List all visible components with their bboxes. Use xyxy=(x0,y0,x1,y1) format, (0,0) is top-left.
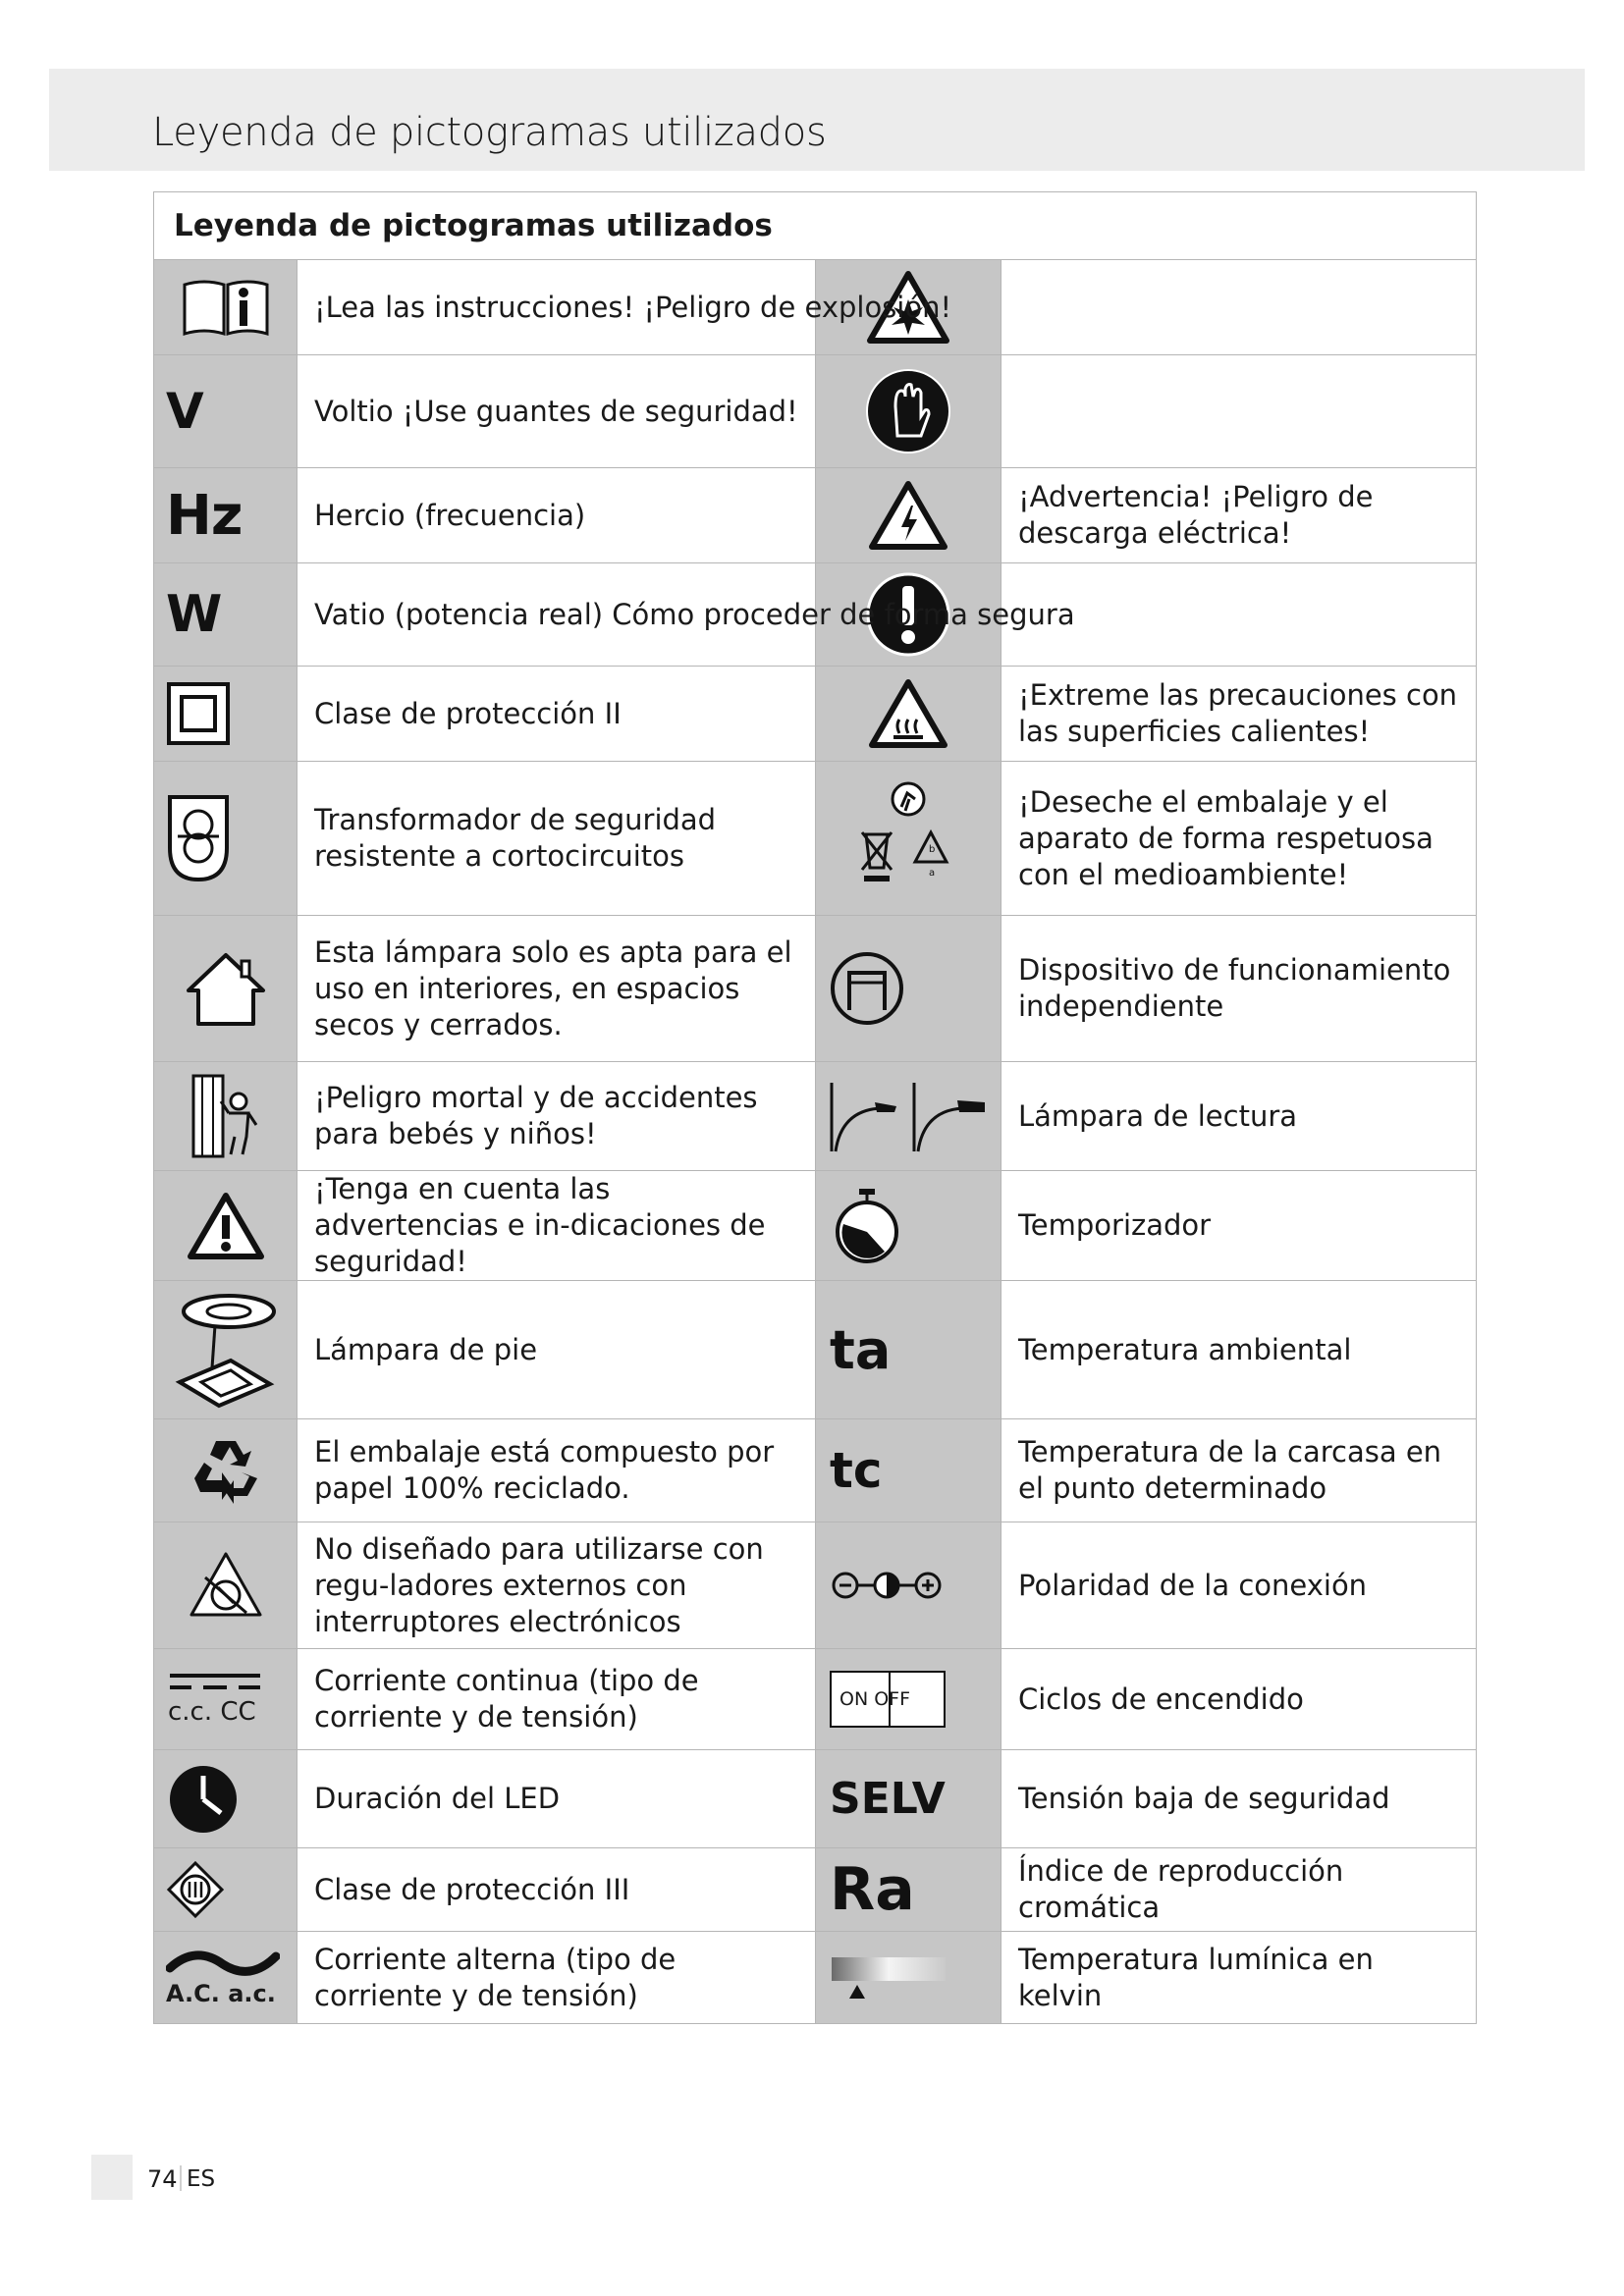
row-label: ¡Lea las instrucciones! ¡Peligro de explosión! xyxy=(314,290,952,324)
row-label xyxy=(1001,355,1477,468)
recycled-paper-icon xyxy=(187,1433,265,1508)
read-instructions-icon xyxy=(177,273,275,342)
pictogram-legend-table xyxy=(153,191,1477,2024)
row-label: Temperatura de la carcasa en el punto determinado xyxy=(1001,1419,1477,1522)
electric-shock-warning-icon xyxy=(866,478,950,553)
hertz-letter-icon: Hz xyxy=(166,483,243,548)
row-label: Polaridad de la conexión xyxy=(1001,1522,1477,1649)
table-row xyxy=(154,1062,1477,1171)
alternating-current-icon xyxy=(154,1949,297,2007)
row-label xyxy=(1001,260,1477,355)
table-row xyxy=(154,762,1477,916)
row-label: ¡Extreme las precauciones con las superficies calientes! xyxy=(1001,667,1477,762)
dc-symbol-label: c.c. CC xyxy=(168,1697,256,1727)
selv-letters-icon: SELV xyxy=(830,1774,946,1824)
table-row xyxy=(154,916,1477,1062)
safety-transformer-icon xyxy=(164,791,233,885)
row-label: Temperatura lumínica en kelvin xyxy=(1001,1932,1477,2024)
row-label: ¡Deseche el embalaje y el aparato de forma respetuosa con el medioambiente! xyxy=(1001,762,1477,916)
page-title: Leyenda de pictogramas utilizados xyxy=(152,110,827,155)
watt-letter-icon: W xyxy=(166,585,223,644)
table-caption-row xyxy=(154,192,1477,260)
independent-operation-icon xyxy=(828,949,906,1028)
row-label: Temporizador xyxy=(1001,1171,1477,1281)
table-row xyxy=(154,1932,1477,2024)
case-temp-letters-icon: tc xyxy=(830,1442,883,1499)
page-language: ES xyxy=(187,2166,216,2192)
floor-lamp-icon xyxy=(172,1288,280,1412)
timer-icon xyxy=(830,1185,904,1267)
row-label: Lámpara de lectura xyxy=(1001,1062,1477,1171)
table-row xyxy=(154,468,1477,563)
child-danger-icon xyxy=(189,1072,262,1160)
table-row xyxy=(154,1419,1477,1522)
svg-text:b: b xyxy=(929,844,936,855)
table-row xyxy=(154,563,1477,667)
row-label: Ciclos de encendido xyxy=(1001,1649,1477,1750)
disposal-recycling-icon xyxy=(854,777,962,899)
protection-class-ii-icon xyxy=(166,681,231,746)
svg-text:a: a xyxy=(929,868,936,879)
footer-divider xyxy=(180,2165,182,2191)
page-number: 74 xyxy=(147,2165,178,2193)
reading-lamp-icon xyxy=(826,1077,991,1155)
safety-gloves-icon xyxy=(864,367,952,455)
row-label: Clase de protección II xyxy=(298,667,816,762)
on-off-label: ON OFF xyxy=(839,1688,911,1710)
table-row xyxy=(154,1649,1477,1750)
row-label: Dispositivo de funcionamiento independiente xyxy=(1001,916,1477,1062)
row-label: Índice de reproducción cromática xyxy=(1001,1848,1477,1932)
table-row xyxy=(154,667,1477,762)
row-label: Duración del LED xyxy=(298,1750,816,1848)
on-off-icon xyxy=(830,1671,946,1728)
row-label: Corriente alterna (tipo de corriente y de tensión) xyxy=(298,1932,816,2024)
table-row xyxy=(154,1750,1477,1848)
indoor-use-house-icon xyxy=(181,947,271,1030)
row-label: ¡Advertencia! ¡Peligro de descarga eléctrica! xyxy=(1001,468,1477,563)
polarity-icon xyxy=(830,1568,944,1603)
no-external-dimmer-icon xyxy=(186,1548,266,1623)
kelvin-scale-icon xyxy=(830,1953,947,2002)
row-label: Tensión baja de seguridad xyxy=(1001,1750,1477,1848)
row-label: Temperatura ambiental xyxy=(1001,1281,1477,1419)
protection-class-iii-icon xyxy=(166,1860,225,1919)
ac-symbol-label: A.C. a.c. xyxy=(166,1979,276,2007)
table-row xyxy=(154,1522,1477,1649)
table-row xyxy=(154,1281,1477,1419)
ra-letters-icon: Ra xyxy=(830,1855,915,1924)
table-caption: Leyenda de pictogramas utilizados xyxy=(154,192,1477,260)
row-label: Hercio (frecuencia) xyxy=(298,468,816,563)
row-label: No diseñado para utilizarse con regu-ladores externos con interruptores electrónicos xyxy=(298,1522,816,1649)
table-row xyxy=(154,260,1477,355)
row-label: Vatio (potencia real) Cómo proceder de forma segura xyxy=(314,597,1075,631)
row-label: Lámpara de pie xyxy=(298,1281,816,1419)
table-row xyxy=(154,1848,1477,1932)
row-label: Transformador de seguridad resistente a cortocircuitos xyxy=(298,762,816,916)
direct-current-icon xyxy=(154,1672,297,1727)
hot-surface-warning-icon xyxy=(866,676,950,751)
table-row xyxy=(154,1171,1477,1281)
row-label: Esta lámpara solo es apta para el uso en interiores, en espacios secos y cerrados. xyxy=(298,916,816,1062)
general-warning-icon xyxy=(185,1190,267,1262)
row-label: ¡Tenga en cuenta las advertencias e in-dicaciones de seguridad! xyxy=(298,1171,816,1281)
footer-marker xyxy=(91,2155,133,2200)
row-label: El embalaje está compuesto por papel 100% reciclado. xyxy=(298,1419,816,1522)
row-label: Corriente continua (tipo de corriente y de tensión) xyxy=(298,1649,816,1750)
clock-icon xyxy=(168,1764,239,1835)
volt-letter-icon: V xyxy=(166,383,204,440)
table-row xyxy=(154,355,1477,468)
row-label: Clase de protección III xyxy=(298,1848,816,1932)
row-label: Voltio ¡Use guantes de seguridad! xyxy=(298,355,816,468)
row-label: ¡Peligro mortal y de accidentes para bebés y niños! xyxy=(298,1062,816,1171)
ambient-temp-letters-icon: ta xyxy=(830,1318,892,1381)
